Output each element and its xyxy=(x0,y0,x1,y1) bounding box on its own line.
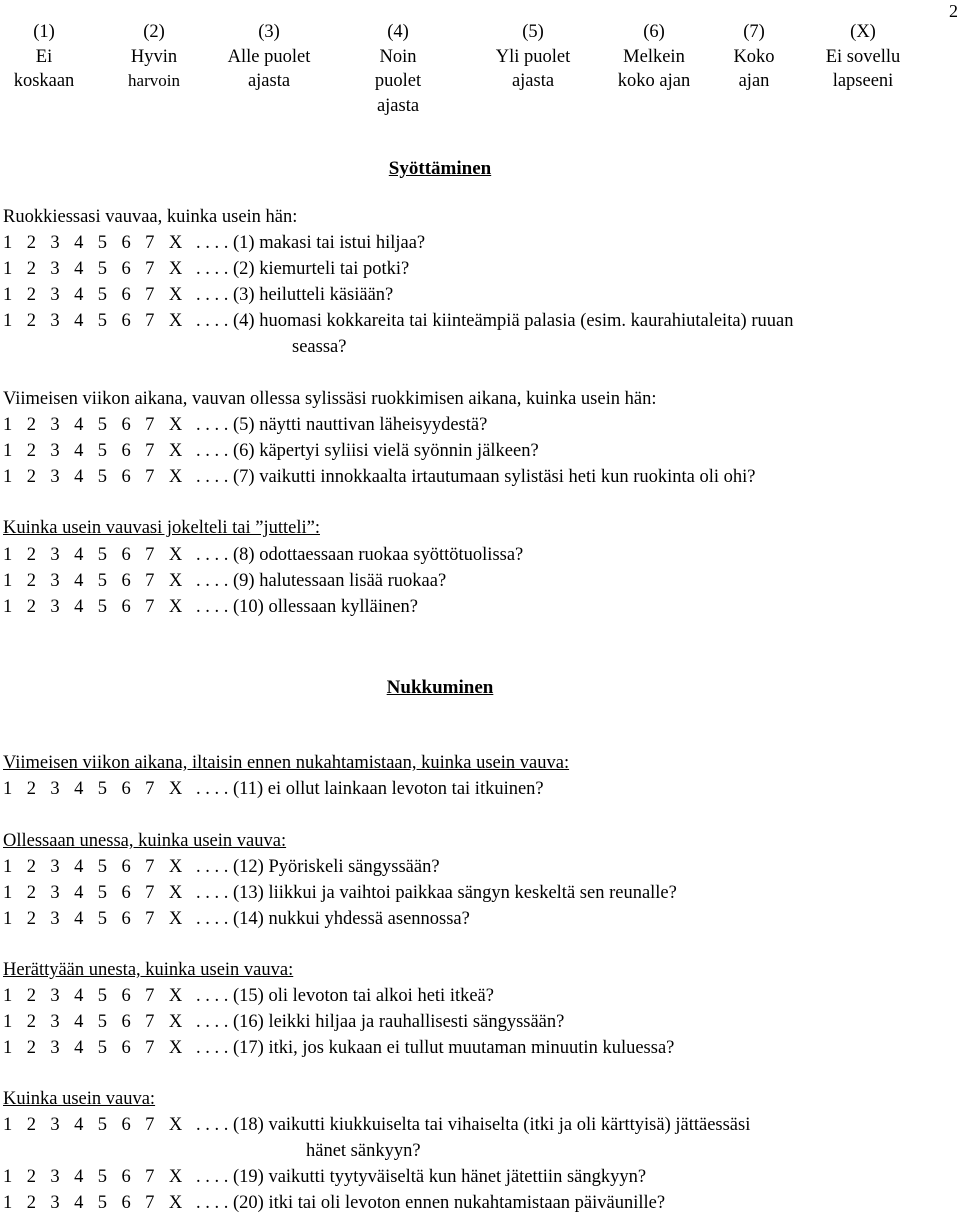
answer-option-x[interactable]: X xyxy=(168,571,183,591)
answer-option-5[interactable]: 5 xyxy=(97,467,107,487)
answer-option-6[interactable]: 6 xyxy=(121,415,131,435)
answer-option-1[interactable]: 1 xyxy=(3,545,13,565)
answer-option-5[interactable]: 5 xyxy=(97,779,107,799)
answer-option-x[interactable]: X xyxy=(168,441,183,461)
leader-dots: . . . . xyxy=(196,1038,229,1058)
answer-option-2[interactable]: 2 xyxy=(26,259,36,279)
answer-option-5[interactable]: 5 xyxy=(97,415,107,435)
answer-option-6[interactable]: 6 xyxy=(121,1038,131,1058)
answer-option-3[interactable]: 3 xyxy=(50,1193,60,1213)
answer-option-6[interactable]: 6 xyxy=(121,1193,131,1213)
scale-label-line: Yli puolet xyxy=(495,46,571,67)
answer-option-2[interactable]: 2 xyxy=(26,1012,36,1032)
answer-option-5[interactable]: 5 xyxy=(97,259,107,279)
answer-options[interactable] xyxy=(3,311,195,332)
question-heading: Herättyään unesta, kuinka usein vauva: xyxy=(3,960,294,980)
answer-option-7[interactable]: 7 xyxy=(145,571,155,591)
scale-num: (2) xyxy=(143,22,165,42)
question-text: (15) oli levoton tai alkoi heti itkeä? xyxy=(233,986,494,1006)
answer-option-x[interactable]: X xyxy=(168,1012,183,1032)
answer-option-1[interactable]: 1 xyxy=(3,883,13,903)
answer-option-1[interactable]: 1 xyxy=(3,467,13,487)
answer-option-6[interactable]: 6 xyxy=(121,1012,131,1032)
question-item[interactable] xyxy=(3,883,677,904)
answer-option-6[interactable]: 6 xyxy=(121,259,131,279)
answer-option-6[interactable]: 6 xyxy=(121,571,131,591)
question-item[interactable] xyxy=(3,597,418,618)
answer-option-1[interactable]: 1 xyxy=(3,1115,13,1135)
answer-option-1[interactable]: 1 xyxy=(3,909,13,929)
question-item[interactable] xyxy=(3,1167,646,1188)
question-item-continuation: hänet sänkyyn? xyxy=(306,1141,421,1161)
answer-option-3[interactable]: 3 xyxy=(50,597,60,617)
answer-option-4[interactable]: 4 xyxy=(74,571,84,591)
answer-options[interactable] xyxy=(3,909,195,930)
question-item[interactable] xyxy=(3,311,793,332)
answer-option-3[interactable]: 3 xyxy=(50,441,60,461)
answer-option-5[interactable]: 5 xyxy=(97,1167,107,1187)
answer-option-7[interactable]: 7 xyxy=(145,259,155,279)
question-text: (1) makasi tai istui hiljaa? xyxy=(233,233,426,253)
answer-option-3[interactable]: 3 xyxy=(50,909,60,929)
answer-option-3[interactable]: 3 xyxy=(50,1167,60,1187)
leader-dots: . . . . xyxy=(196,285,229,305)
answer-option-3[interactable]: 3 xyxy=(50,259,60,279)
answer-option-1[interactable]: 1 xyxy=(3,1012,13,1032)
answer-option-5[interactable]: 5 xyxy=(97,909,107,929)
question-item[interactable] xyxy=(3,857,440,878)
question-item[interactable] xyxy=(3,415,487,436)
leader-dots: . . . . xyxy=(196,1115,229,1135)
question-item[interactable] xyxy=(3,571,446,592)
question-text: (11) ei ollut lainkaan levoton tai itkuinen? xyxy=(233,779,544,799)
answer-option-3[interactable]: 3 xyxy=(50,857,60,877)
question-item[interactable] xyxy=(3,1012,564,1033)
answer-option-7[interactable]: 7 xyxy=(145,1193,155,1213)
answer-option-1[interactable]: 1 xyxy=(3,311,13,331)
answer-option-5[interactable]: 5 xyxy=(97,1038,107,1058)
answer-option-4[interactable]: 4 xyxy=(74,883,84,903)
leader-dots: . . . . xyxy=(196,545,229,565)
answer-option-3[interactable]: 3 xyxy=(50,545,60,565)
answer-option-x[interactable]: X xyxy=(168,597,183,617)
answer-option-7[interactable]: 7 xyxy=(145,467,155,487)
answer-option-2[interactable]: 2 xyxy=(26,1167,36,1187)
answer-option-2[interactable]: 2 xyxy=(26,779,36,799)
answer-option-5[interactable]: 5 xyxy=(97,285,107,305)
answer-option-2[interactable]: 2 xyxy=(26,883,36,903)
answer-options[interactable] xyxy=(3,1115,195,1136)
question-text: (5) näytti nauttivan läheisyydestä? xyxy=(233,415,488,435)
question-text: (20) itki tai oli levoton ennen nukahtamistaan päiväunille? xyxy=(233,1193,666,1213)
answer-option-4[interactable]: 4 xyxy=(74,415,84,435)
answer-option-6[interactable]: 6 xyxy=(121,545,131,565)
leader-dots: . . . . xyxy=(196,857,229,877)
answer-option-6[interactable]: 6 xyxy=(121,883,131,903)
scale-label-line: Ei xyxy=(35,46,53,67)
scale-label-line: puolet xyxy=(374,71,422,91)
answer-option-5[interactable]: 5 xyxy=(97,1012,107,1032)
answer-option-7[interactable]: 7 xyxy=(145,233,155,253)
scale-col-7 xyxy=(718,20,790,94)
answer-options[interactable] xyxy=(3,415,195,436)
question-text: (7) vaikutti innokkaalta irtautumaan sylistäsi heti kun ruokinta oli ohi? xyxy=(233,467,756,487)
answer-option-x[interactable]: X xyxy=(168,233,183,253)
answer-option-1[interactable]: 1 xyxy=(3,259,13,279)
answer-option-7[interactable]: 7 xyxy=(145,311,155,331)
leader-dots: . . . . xyxy=(196,779,229,799)
answer-option-x[interactable]: X xyxy=(168,1038,183,1058)
answer-option-5[interactable]: 5 xyxy=(97,545,107,565)
scale-col-2 xyxy=(114,20,194,94)
scale-label-line: Melkein xyxy=(623,46,685,67)
scale-col-1 xyxy=(4,20,84,94)
section-title-feeding: Syöttäminen xyxy=(388,158,492,179)
answer-option-3[interactable]: 3 xyxy=(50,1038,60,1058)
scale-num: (X) xyxy=(850,22,876,42)
answer-options[interactable] xyxy=(3,571,195,592)
answer-option-6[interactable]: 6 xyxy=(121,311,131,331)
question-item[interactable] xyxy=(3,1115,750,1136)
question-heading: Ruokkiessasi vauvaa, kuinka usein hän: xyxy=(3,207,298,227)
answer-options[interactable] xyxy=(3,467,195,488)
scale-col-5 xyxy=(478,20,588,94)
scale-label-line: ajasta xyxy=(376,95,420,116)
answer-option-2[interactable]: 2 xyxy=(26,1038,36,1058)
question-text: (12) Pyöriskeli sängyssään? xyxy=(233,857,440,877)
page-number: 2 xyxy=(949,1,958,21)
answer-option-4[interactable]: 4 xyxy=(74,233,84,253)
question-item[interactable] xyxy=(3,986,494,1007)
answer-option-2[interactable]: 2 xyxy=(26,986,36,1006)
answer-option-3[interactable]: 3 xyxy=(50,779,60,799)
leader-dots: . . . . xyxy=(196,441,229,461)
answer-option-7[interactable]: 7 xyxy=(145,1012,155,1032)
answer-option-6[interactable]: 6 xyxy=(121,909,131,929)
answer-option-3[interactable]: 3 xyxy=(50,883,60,903)
scale-col-4 xyxy=(358,20,438,118)
leader-dots: . . . . xyxy=(196,233,229,253)
answer-option-2[interactable]: 2 xyxy=(26,1193,36,1213)
answer-option-3[interactable]: 3 xyxy=(50,571,60,591)
leader-dots: . . . . xyxy=(196,571,229,591)
answer-option-3[interactable]: 3 xyxy=(50,311,60,331)
answer-option-2[interactable]: 2 xyxy=(26,311,36,331)
scale-col-x xyxy=(808,20,918,94)
answer-option-2[interactable]: 2 xyxy=(26,285,36,305)
scale-label-line: Hyvin xyxy=(130,46,178,67)
answer-option-5[interactable]: 5 xyxy=(97,986,107,1006)
question-item[interactable] xyxy=(3,909,470,930)
answer-options[interactable] xyxy=(3,1038,195,1059)
question-item[interactable] xyxy=(3,233,425,254)
answer-option-7[interactable]: 7 xyxy=(145,1038,155,1058)
answer-option-6[interactable]: 6 xyxy=(121,597,131,617)
scale-label-line: Alle puolet xyxy=(227,46,311,67)
answer-option-4[interactable]: 4 xyxy=(74,779,84,799)
answer-option-1[interactable]: 1 xyxy=(3,285,13,305)
answer-options[interactable] xyxy=(3,259,195,280)
answer-option-4[interactable]: 4 xyxy=(74,909,84,929)
answer-option-3[interactable]: 3 xyxy=(50,1012,60,1032)
answer-option-1[interactable]: 1 xyxy=(3,571,13,591)
question-item-continuation: seassa? xyxy=(292,337,347,357)
answer-option-5[interactable]: 5 xyxy=(97,1193,107,1213)
question-text: (9) halutessaan lisää ruokaa? xyxy=(233,571,447,591)
answer-option-x[interactable]: X xyxy=(168,285,183,305)
answer-option-1[interactable]: 1 xyxy=(3,597,13,617)
answer-option-4[interactable]: 4 xyxy=(74,1167,84,1187)
answer-option-6[interactable]: 6 xyxy=(121,233,131,253)
scale-num: (6) xyxy=(643,22,665,42)
question-text: (3) heilutteli käsiään? xyxy=(233,285,394,305)
answer-option-5[interactable]: 5 xyxy=(97,1115,107,1135)
scale-num: (7) xyxy=(743,22,765,42)
leader-dots: . . . . xyxy=(196,1167,229,1187)
question-heading: Ollessaan unessa, kuinka usein vauva: xyxy=(3,831,287,851)
response-scale-header xyxy=(0,20,960,130)
answer-options[interactable] xyxy=(3,779,195,800)
leader-dots: . . . . xyxy=(196,467,229,487)
scale-label-line: Ei sovellu xyxy=(825,46,901,67)
answer-option-2[interactable]: 2 xyxy=(26,233,36,253)
answer-option-7[interactable]: 7 xyxy=(145,779,155,799)
answer-option-1[interactable]: 1 xyxy=(3,415,13,435)
question-item[interactable] xyxy=(3,1193,665,1214)
answer-options[interactable] xyxy=(3,545,195,566)
answer-option-3[interactable]: 3 xyxy=(50,986,60,1006)
answer-option-7[interactable]: 7 xyxy=(145,883,155,903)
answer-option-1[interactable]: 1 xyxy=(3,1038,13,1058)
leader-dots: . . . . xyxy=(196,909,229,929)
answer-option-7[interactable]: 7 xyxy=(145,441,155,461)
answer-option-6[interactable]: 6 xyxy=(121,1115,131,1135)
question-heading: Kuinka usein vauvasi jokelteli tai ”jutteli”: xyxy=(3,518,320,538)
question-text: (16) leikki hiljaa ja rauhallisesti sängyssään? xyxy=(233,1012,565,1032)
answer-option-x[interactable]: X xyxy=(168,779,183,799)
answer-option-2[interactable]: 2 xyxy=(26,415,36,435)
answer-option-5[interactable]: 5 xyxy=(97,857,107,877)
answer-option-7[interactable]: 7 xyxy=(145,545,155,565)
answer-option-1[interactable]: 1 xyxy=(3,441,13,461)
answer-option-2[interactable]: 2 xyxy=(26,545,36,565)
answer-option-6[interactable]: 6 xyxy=(121,441,131,461)
answer-option-x[interactable]: X xyxy=(168,857,183,877)
leader-dots: . . . . xyxy=(196,1193,229,1213)
answer-option-6[interactable]: 6 xyxy=(121,779,131,799)
question-text: (17) itki, jos kukaan ei tullut muutaman minuutin kuluessa? xyxy=(233,1038,675,1058)
answer-options[interactable] xyxy=(3,857,195,878)
scale-col-6 xyxy=(604,20,704,94)
scale-label-line: ajasta xyxy=(247,71,291,91)
answer-option-4[interactable]: 4 xyxy=(74,1193,84,1213)
answer-option-4[interactable]: 4 xyxy=(74,597,84,617)
answer-option-7[interactable]: 7 xyxy=(145,1167,155,1187)
answer-option-6[interactable]: 6 xyxy=(121,986,131,1006)
answer-option-7[interactable]: 7 xyxy=(145,285,155,305)
answer-option-3[interactable]: 3 xyxy=(50,233,60,253)
question-item[interactable] xyxy=(3,1038,674,1059)
answer-option-7[interactable]: 7 xyxy=(145,857,155,877)
answer-option-x[interactable]: X xyxy=(168,259,183,279)
answer-options[interactable] xyxy=(3,233,195,254)
answer-option-2[interactable]: 2 xyxy=(26,597,36,617)
answer-option-5[interactable]: 5 xyxy=(97,597,107,617)
answer-option-4[interactable]: 4 xyxy=(74,545,84,565)
answer-option-2[interactable]: 2 xyxy=(26,1115,36,1135)
answer-option-1[interactable]: 1 xyxy=(3,233,13,253)
answer-option-7[interactable]: 7 xyxy=(145,415,155,435)
question-text: (10) ollessaan kylläinen? xyxy=(233,597,418,617)
answer-option-5[interactable]: 5 xyxy=(97,233,107,253)
scale-label-line: ajan xyxy=(738,71,770,91)
question-item[interactable] xyxy=(3,285,393,306)
answer-option-6[interactable]: 6 xyxy=(121,1167,131,1187)
answer-options[interactable] xyxy=(3,1193,195,1214)
question-heading: Viimeisen viikon aikana, iltaisin ennen nukahtamistaan, kuinka usein vauva: xyxy=(3,753,570,773)
leader-dots: . . . . xyxy=(196,597,229,617)
answer-option-3[interactable]: 3 xyxy=(50,415,60,435)
scale-col-3 xyxy=(214,20,324,94)
answer-option-2[interactable]: 2 xyxy=(26,441,36,461)
answer-option-x[interactable]: X xyxy=(168,311,183,331)
answer-option-5[interactable]: 5 xyxy=(97,571,107,591)
question-item[interactable] xyxy=(3,545,523,566)
answer-option-1[interactable]: 1 xyxy=(3,779,13,799)
answer-option-1[interactable]: 1 xyxy=(3,857,13,877)
question-text: (6) käpertyi syliisi vielä syönnin jälkeen? xyxy=(233,441,539,461)
section-title-sleeping: Nukkuminen xyxy=(386,677,494,698)
answer-option-2[interactable]: 2 xyxy=(26,571,36,591)
answer-option-5[interactable]: 5 xyxy=(97,883,107,903)
leader-dots: . . . . xyxy=(196,259,229,279)
scale-label-line: koskaan xyxy=(13,71,75,91)
scale-num: (1) xyxy=(33,22,55,42)
answer-option-4[interactable]: 4 xyxy=(74,857,84,877)
answer-option-6[interactable]: 6 xyxy=(121,285,131,305)
answer-option-x[interactable]: X xyxy=(168,909,183,929)
answer-option-7[interactable]: 7 xyxy=(145,597,155,617)
answer-option-4[interactable]: 4 xyxy=(74,285,84,305)
question-text: (13) liikkui ja vaihtoi paikkaa sängyn keskeltä sen reunalle? xyxy=(233,883,677,903)
question-text: (18) vaikutti kiukkuiselta tai vihaiselta (itki ja oli kärttyisä) jättäessäsi xyxy=(233,1115,751,1135)
leader-dots: . . . . xyxy=(196,415,229,435)
question-heading: Viimeisen viikon aikana, vauvan ollessa sylissäsi ruokkimisen aikana, kuinka usein hän: xyxy=(3,389,657,409)
answer-option-1[interactable]: 1 xyxy=(3,986,13,1006)
question-item[interactable] xyxy=(3,467,756,488)
question-text: (14) nukkui yhdessä asennossa? xyxy=(233,909,470,929)
answer-option-x[interactable]: X xyxy=(168,467,183,487)
leader-dots: . . . . xyxy=(196,986,229,1006)
answer-option-1[interactable]: 1 xyxy=(3,1193,13,1213)
answer-option-x[interactable]: X xyxy=(168,1193,183,1213)
question-text: (19) vaikutti tyytyväiseltä kun hänet jätettiin sängkyyn? xyxy=(233,1167,647,1187)
answer-option-x[interactable]: X xyxy=(168,986,183,1006)
answer-option-4[interactable]: 4 xyxy=(74,986,84,1006)
answer-option-6[interactable]: 6 xyxy=(121,467,131,487)
answer-options[interactable] xyxy=(3,883,195,904)
scale-label-line: Koko xyxy=(733,46,775,67)
question-item[interactable] xyxy=(3,441,539,462)
question-heading: Kuinka usein vauva: xyxy=(3,1089,156,1109)
question-text: (4) huomasi kokkareita tai kiinteämpiä palasia (esim. kaurahiutaleita) ruuan xyxy=(233,311,794,331)
answer-option-x[interactable]: X xyxy=(168,1167,183,1187)
answer-options[interactable] xyxy=(3,285,195,306)
leader-dots: . . . . xyxy=(196,311,229,331)
answer-option-2[interactable]: 2 xyxy=(26,857,36,877)
answer-option-3[interactable]: 3 xyxy=(50,1115,60,1135)
answer-options[interactable] xyxy=(3,1167,195,1188)
answer-option-4[interactable]: 4 xyxy=(74,1012,84,1032)
question-item[interactable] xyxy=(3,259,409,280)
scale-label-line: harvoin xyxy=(128,71,180,90)
question-item[interactable] xyxy=(3,779,544,800)
answer-option-2[interactable]: 2 xyxy=(26,467,36,487)
answer-option-x[interactable]: X xyxy=(168,883,183,903)
answer-option-7[interactable]: 7 xyxy=(145,1115,155,1135)
answer-option-5[interactable]: 5 xyxy=(97,311,107,331)
answer-option-x[interactable]: X xyxy=(168,545,183,565)
answer-options[interactable] xyxy=(3,1012,195,1033)
answer-option-4[interactable]: 4 xyxy=(74,441,84,461)
answer-option-5[interactable]: 5 xyxy=(97,441,107,461)
question-text: (8) odottaessaan ruokaa syöttötuolissa? xyxy=(233,545,524,565)
answer-option-3[interactable]: 3 xyxy=(50,467,60,487)
answer-option-1[interactable]: 1 xyxy=(3,1167,13,1187)
question-text: (2) kiemurteli tai potki? xyxy=(233,259,410,279)
answer-option-x[interactable]: X xyxy=(168,1115,183,1135)
answer-options[interactable] xyxy=(3,986,195,1007)
answer-options[interactable] xyxy=(3,441,195,462)
answer-option-4[interactable]: 4 xyxy=(74,311,84,331)
scale-label-line: ajasta xyxy=(511,71,555,91)
answer-option-2[interactable]: 2 xyxy=(26,909,36,929)
scale-label-line: koko ajan xyxy=(617,71,691,91)
scale-num: (3) xyxy=(258,22,280,42)
leader-dots: . . . . xyxy=(196,883,229,903)
scale-num: (4) xyxy=(387,22,409,42)
answer-option-4[interactable]: 4 xyxy=(74,1115,84,1135)
answer-option-7[interactable]: 7 xyxy=(145,986,155,1006)
answer-option-4[interactable]: 4 xyxy=(74,1038,84,1058)
answer-option-7[interactable]: 7 xyxy=(145,909,155,929)
leader-dots: . . . . xyxy=(196,1012,229,1032)
answer-options[interactable] xyxy=(3,597,195,618)
scale-label-line: Noin xyxy=(379,46,417,67)
answer-option-6[interactable]: 6 xyxy=(121,857,131,877)
answer-option-x[interactable]: X xyxy=(168,415,183,435)
answer-option-4[interactable]: 4 xyxy=(74,259,84,279)
answer-option-3[interactable]: 3 xyxy=(50,285,60,305)
scale-num: (5) xyxy=(522,22,544,42)
answer-option-4[interactable]: 4 xyxy=(74,467,84,487)
scale-label-line: lapseeni xyxy=(832,71,894,91)
